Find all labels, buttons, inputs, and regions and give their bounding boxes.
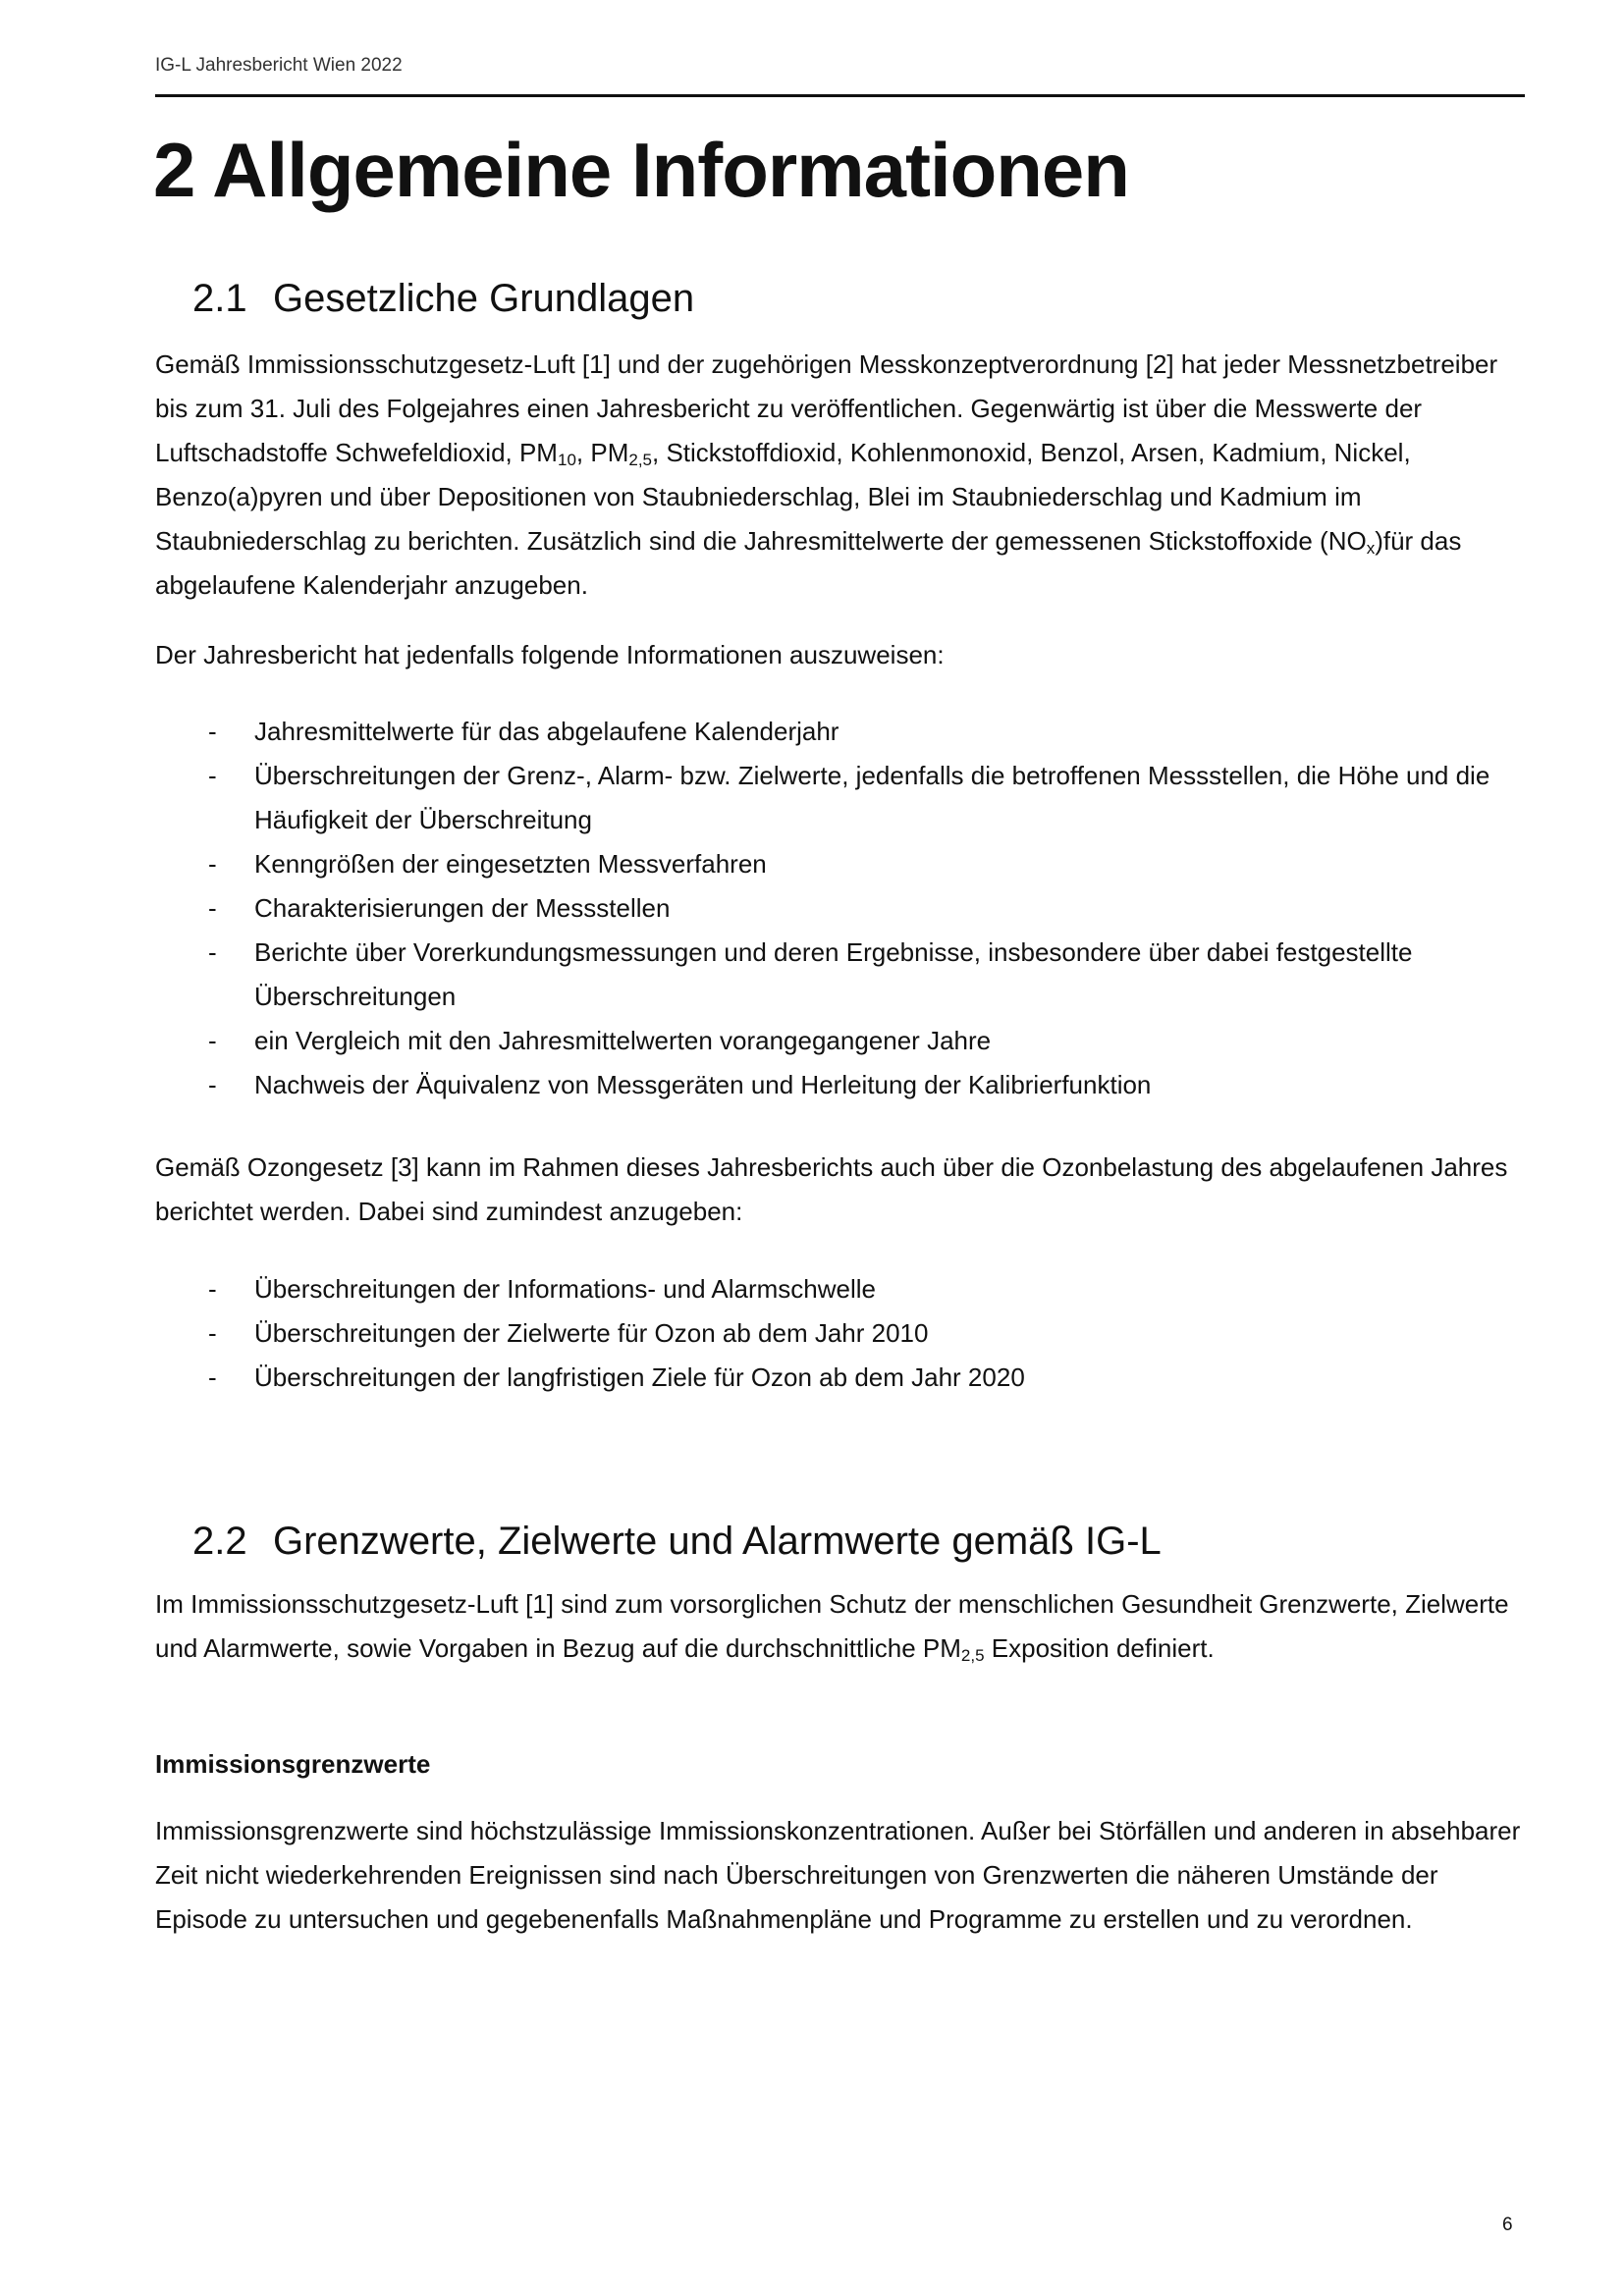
text: Exposition definiert. <box>984 1633 1215 1663</box>
subscript: 2,5 <box>960 1646 985 1665</box>
list-item <box>155 931 1530 1019</box>
list-item-text: ein Vergleich mit den Jahresmittelwerten vorangegangener Jahre <box>254 1026 992 1055</box>
section-heading-2-1 <box>192 277 694 321</box>
text: Im Immissionsschutzgesetz-Luft [1] sind zum vorsorglichen Schutz der menschlichen Gesundheit Grenzwerte, Zielwerte und Alarmwerte, sowie Vorgaben in Bezug auf die durchschnittliche PM <box>155 1589 1509 1663</box>
section-title: Grenzwerte, Zielwerte und Alarmwerte gemäß IG-L <box>273 1520 1162 1563</box>
text: , PM <box>575 438 629 467</box>
list-dash: - <box>208 1362 217 1392</box>
ozone-list <box>155 1267 1530 1400</box>
list-dash: - <box>208 893 217 923</box>
paragraph-ozone-law: Gemäß Ozongesetz [3] kann im Rahmen dieses Jahresberichts auch über die Ozonbelastung des abgelaufenen Jahres berichtet werden. Dabei sind zumindest anzugeben: <box>155 1152 1508 1226</box>
section-heading-2-2 <box>192 1520 1162 1564</box>
list-dash: - <box>208 1318 217 1348</box>
list-dash: - <box>208 1026 217 1055</box>
list-item-text: Kenngrößen der eingesetzten Messverfahren <box>254 849 767 879</box>
list-dash: - <box>208 849 217 879</box>
list-item <box>155 754 1530 842</box>
list-dash: - <box>208 717 217 746</box>
text: , Stickstoffdioxid, Kohlenmonoxid, Benzol, Arsen, Kadmium, Nickel, Benzo(a)pyren und über Depositionen von Staubniederschlag, Blei im Staubniederschlag und Kadmium im Staubniederschlag zu berichten. Zusätzlich sind die Jahresmittelwerte der gemessenen Stickstoffoxide (NO <box>155 438 1411 556</box>
list-item <box>155 842 1530 886</box>
list-item <box>155 1356 1530 1400</box>
list-dash: - <box>208 1274 217 1304</box>
section-title: Gesetzliche Grundlagen <box>273 277 695 320</box>
subscript: 10 <box>557 451 576 469</box>
list-item-text: Jahresmittelwerte für das abgelaufene Kalenderjahr <box>254 717 839 746</box>
list-dash: - <box>208 937 217 967</box>
requirements-list <box>155 710 1530 1107</box>
list-item-text: Überschreitungen der Informations- und Alarmschwelle <box>254 1274 876 1304</box>
list-dash: - <box>208 761 217 790</box>
section-number: 2.2 <box>192 1520 247 1563</box>
page-number: 6 <box>1502 2215 1513 2235</box>
paragraph-immissionsgrenzwerte: Immissionsgrenzwerte sind höchstzulässige Immissionskonzentrationen. Außer bei Störfällen und anderen in absehbarer Zeit nicht wiederkehrenden Ereignissen sind nach Überschreitungen von Grenzwerten die näheren Umstände der Episode zu untersuchen und gegebenenfalls Maßnahmenpläne und Programme zu erstellen und zu verordnen. <box>155 1816 1521 1934</box>
paragraph-report-requirements: Der Jahresbericht hat jedenfalls folgende Informationen auszuweisen: <box>155 640 945 669</box>
subscript: 2,5 <box>628 451 652 469</box>
list-item <box>155 1019 1530 1063</box>
header-rule <box>155 94 1525 97</box>
running-header: IG-L Jahresbericht Wien 2022 <box>155 55 403 76</box>
list-item <box>155 1267 1530 1311</box>
list-item-text: Überschreitungen der langfristigen Ziele für Ozon ab dem Jahr 2020 <box>254 1362 1025 1392</box>
list-item-text: Nachweis der Äquivalenz von Messgeräten und Herleitung der Kalibrierfunktion <box>254 1070 1152 1099</box>
list-dash: - <box>208 1070 217 1099</box>
chapter-title: 2 Allgemeine Informationen <box>153 127 1129 213</box>
paragraph-legal-basis <box>155 343 1530 608</box>
list-item-text: Überschreitungen der Zielwerte für Ozon ab dem Jahr 2010 <box>254 1318 929 1348</box>
list-item <box>155 1311 1530 1356</box>
paragraph-limit-values <box>155 1582 1530 1671</box>
list-item-text: Charakterisierungen der Messstellen <box>254 893 671 923</box>
list-item <box>155 1063 1530 1107</box>
section-number: 2.1 <box>192 277 247 320</box>
subscript: x <box>1366 539 1376 558</box>
text: )für das abgelaufene Kalenderjahr anzugeben. <box>155 526 1462 600</box>
subheading-immissionsgrenzwerte: Immissionsgrenzwerte <box>155 1749 431 1779</box>
list-item-text: Überschreitungen der Grenz-, Alarm- bzw. Zielwerte, jedenfalls die betroffenen Messstellen, die Höhe und die Häufigkeit der Überschreitung <box>254 761 1490 834</box>
text: Gemäß Immissionsschutzgesetz-Luft [1] und der zugehörigen Messkonzeptverordnung [2] hat jeder Messnetzbetreiber bis zum 31. Juli des Folgejahres einen Jahresbericht zu veröffentlichen. Gegenwärtig ist über die Messwerte der Luftschadstoffe Schwefeldioxid, PM <box>155 349 1498 467</box>
list-item-text: Berichte über Vorerkundungsmessungen und deren Ergebnisse, insbesondere über dabei festgestellte Überschreitungen <box>254 937 1413 1011</box>
list-item <box>155 710 1530 754</box>
list-item <box>155 886 1530 931</box>
